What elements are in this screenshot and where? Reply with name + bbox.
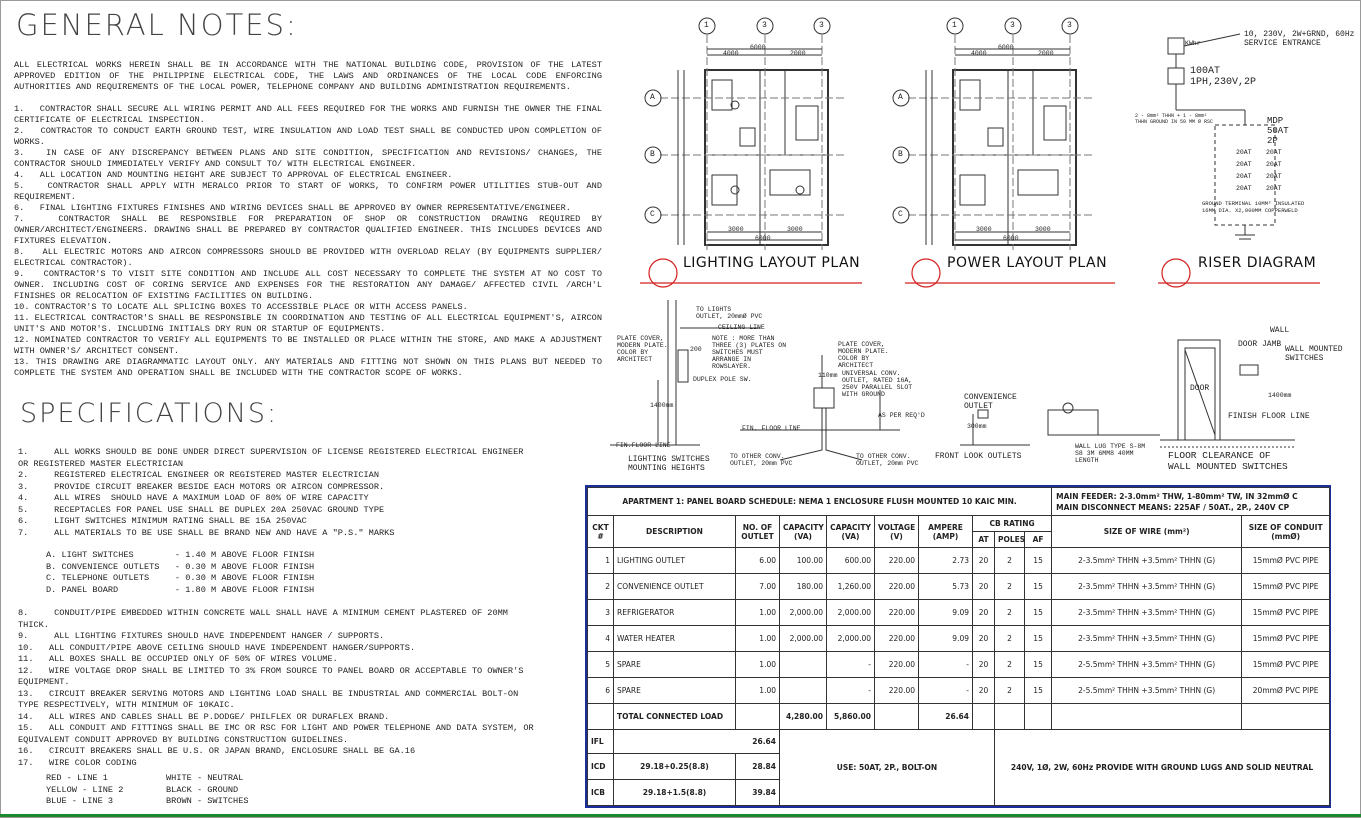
- sheet-bottom-border: [0, 814, 1361, 817]
- list-item: 3. PROVIDE CIRCUIT BREAKER BESIDE EACH MOTORS OR AIRCON COMPRESSOR.: [18, 481, 385, 492]
- cell-volt: 220.00: [875, 574, 919, 600]
- grid-column-label: 3: [1067, 21, 1072, 30]
- cell-va1: 100.00: [780, 548, 827, 574]
- lighting-layout-title: LIGHTING LAYOUT PLAN: [683, 255, 861, 271]
- cell-conduit: 20mmØ PVC PIPE: [1242, 678, 1330, 704]
- main-disconnect: MAIN DISCONNECT MEANS: 225AF / 50AT., 2P., 240V CP: [1056, 502, 1290, 512]
- universal-outlet-label: UNIVERSAL CONV. OUTLET, RATED 16A, 250V PARALLEL SLOT WITH GROUND: [842, 370, 913, 398]
- cell-af: 15: [1025, 678, 1052, 704]
- lighting-plan: [645, 18, 845, 250]
- switch-mounting-detail: [610, 300, 763, 445]
- cell-ckt: 4: [588, 626, 614, 652]
- use-note: USE: 50AT, 2P., BOLT-ON: [780, 730, 995, 806]
- cell-volt: 220.00: [875, 548, 919, 574]
- branch-breaker-label: 20AT: [1266, 185, 1282, 192]
- cell-ckt: 2: [588, 574, 614, 600]
- specifications-title: SPECIFICATIONS:: [20, 398, 279, 429]
- cell-poles: 2: [995, 548, 1025, 574]
- riser-diagram-title: RISER DIAGRAM: [1198, 255, 1317, 271]
- cell-desc: REFRIGERATOR: [614, 600, 736, 626]
- cell-wire: 2-3.5mm² THHN +3.5mm² THHN (G): [1052, 574, 1242, 600]
- list-item: 9. CONTRACTOR'S TO VISIT SITE CONDITION AND INCLUDE ALL COST NECESSARY TO COMPLETE THE SYSTEM AT NO COST TO OWNER. INCLUDING COST OF CORING SERVICE AND EXPENSES FOR THE RESTORATION ANY DAMAGE/ AFFECTED CIVIL /ARCH'L FINISHES OR RELOCATION OF EXISTING FACILITIES ON BUILDING.: [14, 269, 608, 301]
- power-layout-title: POWER LAYOUT PLAN: [947, 255, 1108, 271]
- icb-label: ICB: [588, 780, 614, 806]
- cell-at: 20: [973, 652, 995, 678]
- header-wire: SIZE OF WIRE (mm²): [1052, 516, 1242, 548]
- cell-wire: 2-3.5mm² THHN +3.5mm² THHN (G): [1052, 600, 1242, 626]
- cell-amp: 5.73: [919, 574, 973, 600]
- general-notes-title: GENERAL NOTES:: [16, 8, 298, 42]
- cell-outlet: 7.00: [736, 574, 780, 600]
- list-item: 8. CONDUIT/PIPE EMBEDDED WITHIN CONCRETE WALL SHALL HAVE A MINIMUM CEMENT PLASTERED OF 20MM THICK.: [18, 608, 514, 630]
- cell-af: 15: [1025, 626, 1052, 652]
- cell-wire: 2-5.5mm² THHN +3.5mm² THHN (G): [1052, 678, 1242, 704]
- grid-row-label: A: [898, 93, 903, 102]
- cell-at: 20: [973, 574, 995, 600]
- branch-breaker-label: 20AT: [1266, 173, 1282, 180]
- grid-column-label: 3: [819, 21, 824, 30]
- cell-va2: -: [827, 678, 875, 704]
- grid-row-label: C: [898, 210, 903, 219]
- cell-outlet: 1.00: [736, 626, 780, 652]
- branch-breaker-label: 20AT: [1236, 173, 1252, 180]
- riser-service-label: 10, 230V, 2W+GRND, 60Hz SERVICE ENTRANCE: [1244, 30, 1355, 48]
- table-row: [588, 600, 1330, 626]
- supply-note: 240V, 1Ø, 2W, 60Hz PROVIDE WITH GROUND LUGS AND SOLID NEUTRAL: [995, 730, 1330, 806]
- icd-label: ICD: [588, 754, 614, 780]
- list-item: 7. ALL MATERIALS TO BE USE SHALL BE BRAND NEW AND HAVE A "P.S." MARKS: [18, 527, 395, 538]
- dimension-label: 2000: [790, 50, 806, 57]
- table-row: [588, 626, 1330, 652]
- riser-ground-label: GROUND TERMINAL 10MM² INSULATED 16MM DIA. X2,000MM COPPERWELD: [1202, 200, 1305, 214]
- ifl-label: IFL: [588, 730, 614, 754]
- cell-wire: 2-3.5mm² THHN +3.5mm² THHN (G): [1052, 548, 1242, 574]
- switch-1400b-label: 1400mm: [1268, 392, 1292, 399]
- ifl-value: 26.64: [614, 730, 780, 754]
- outlet-300-label: 300mm: [967, 423, 987, 430]
- cell-ckt: 6: [588, 678, 614, 704]
- finish-floor-label: FINISH FLOOR LINE: [1228, 412, 1310, 421]
- general-notes-intro: ALL ELECTRICAL WORKS HEREIN SHALL BE IN ACCORDANCE WITH THE NATIONAL BUILDING CODE, PROVISION OF THE LATEST APPROVED EDITION OF THE PHILIPPINE ELECTRICAL CODE, THE LAWS AND ORDINANCES OF THE LOCAL CODE ENFORCING AUTHORITIES AND REQUIREMENTS OF THE LOCAL POWER, TELEPHONE COMPANY AND BUILDING ADMINISTRATION REQUIREMENTS.: [14, 60, 608, 92]
- table-row: [588, 678, 1330, 704]
- cell-desc: CONVENIENCE OUTLET: [614, 574, 736, 600]
- switch-1400-label: 1400mm: [650, 402, 674, 409]
- riser-breaker-label: 100AT 1PH,230V,2P: [1190, 66, 1257, 88]
- riser-kwhr-label: KWhr: [1185, 40, 1201, 47]
- dimension-label: 6000: [1003, 235, 1019, 242]
- cell-af: 15: [1025, 574, 1052, 600]
- cell-at: 20: [973, 626, 995, 652]
- list-item: 4. ALL LOCATION AND MOUNTING HEIGHT ARE SUBJECT TO APPROVAL OF ELECTRICAL ENGINEER.: [14, 170, 453, 180]
- table-row: [588, 548, 1330, 574]
- to-other-outlet-2: TO OTHER CONV. OUTLET, 20mm PVC: [856, 453, 919, 467]
- cell-at: 20: [973, 678, 995, 704]
- switch-plate-cover: PLATE COVER, MODERN PLATE. COLOR BY ARCHITECT: [617, 335, 668, 363]
- cell-va1: 2,000.00: [780, 626, 827, 652]
- branch-breaker-label: 20AT: [1236, 161, 1252, 168]
- main-feeder: MAIN FEEDER: 2-3.0mm² THW, 1-80mm² TW, IN 32mmØ C: [1056, 491, 1298, 501]
- wall-label: WALL: [1270, 326, 1290, 335]
- grid-column-label: 3: [762, 21, 767, 30]
- header-ckt: CKT #: [588, 516, 614, 548]
- list-item: 10. ALL CONDUIT/PIPE ABOVE CEILING SHOULD HAVE INDEPENDENT HANGER/SUPPORTS.: [18, 642, 416, 653]
- list-item: 10. CONTRACTOR'S TO LOCATE ALL SPLICING BOXES TO ACCESSIBLE PLACE OR WITH ACCESS PANELS.: [14, 302, 468, 312]
- cell-amp: -: [919, 652, 973, 678]
- list-item: A. LIGHT SWITCHES - 1.40 M ABOVE FLOOR FINISH: [46, 550, 315, 560]
- cell-poles: 2: [995, 652, 1025, 678]
- cell-outlet: 1.00: [736, 600, 780, 626]
- power-plan: [893, 18, 1093, 250]
- list-item: 11. ELECTRICAL CONTRACTOR'S SHALL BE RESPONSIBLE IN COORDINATION AND TESTING OF ALL ELECTRICAL EQUIPMENT'S, AIRCON UNIT'S AND MOTOR'S. INCLUDING INITIALS DRY RUN OR STARTUP OF EQUIPMENTS.: [14, 313, 608, 334]
- icd-formula: 29.18+0.25(8.8): [614, 754, 736, 780]
- duplex-switch-label: DUPLEX POLE SW.: [693, 376, 752, 383]
- color-code-lines: RED - LINE 1 YELLOW - LINE 2 BLUE - LINE 3: [46, 773, 124, 806]
- cell-poles: 2: [995, 600, 1025, 626]
- total-amp: 26.64: [919, 704, 973, 730]
- dimension-label: 4000: [723, 50, 739, 57]
- specifications-list-b: [18, 608, 538, 769]
- list-item: 3. IN CASE OF ANY DISCREPANCY BETWEEN PLANS AND SITE CONDITION, SPECIFICATION AND REVISIONS/ CHANGES, THE CONTRACTOR SHOULD IMMEDIATELY VERIFY AND CONSULT TO/ WITH ELECTRICAL ENGINEER.: [14, 148, 608, 169]
- cell-volt: 220.00: [875, 626, 919, 652]
- grid-column-label: 3: [1010, 21, 1015, 30]
- specifications-list-a: [18, 447, 538, 539]
- icd-value: 28.84: [736, 754, 780, 780]
- cell-at: 20: [973, 600, 995, 626]
- cell-va2: 600.00: [827, 548, 875, 574]
- wall-lug-label: WALL LUG TYPE S-8M S8 3M 6MM8 40MM LENGTH: [1075, 443, 1146, 464]
- cell-poles: 2: [995, 626, 1025, 652]
- general-notes-list: [14, 104, 608, 379]
- header-cb-rating: CB RATING: [973, 516, 1052, 532]
- list-item: 15. ALL CONDUIT AND FITTINGS SHALL BE IMC OR RSC FOR LIGHT AND POWER TELEPHONE AND DATA SYSTEM, OR EQUIVALENT CONDUIT APPROVED BY BUILDING CONSTRUCTION GUIDELINES.: [18, 723, 539, 745]
- total-label: TOTAL CONNECTED LOAD: [614, 704, 736, 730]
- cell-va2: 2,000.00: [827, 600, 875, 626]
- header-conduit: SIZE OF CONDUIT (mmØ): [1242, 516, 1330, 548]
- cell-ckt: 1: [588, 548, 614, 574]
- list-item: 17. WIRE COLOR CODING: [18, 757, 137, 768]
- cell-va1: 2,000.00: [780, 600, 827, 626]
- dimension-label: 3000: [728, 226, 744, 233]
- color-code-other: WHITE - NEUTRAL BLACK - GROUND BROWN - SWITCHES: [166, 773, 249, 806]
- cell-va2: 2,000.00: [827, 626, 875, 652]
- front-look-caption: FRONT LOOK OUTLETS: [935, 452, 1022, 461]
- cell-va2: 1,260.00: [827, 574, 875, 600]
- branch-breaker-label: 20AT: [1266, 149, 1282, 156]
- outlet-plate-cover: PLATE COVER, MODERN PLATE. COLOR BY ARCHITECT: [838, 341, 889, 369]
- list-item: 2. REGISTERED ELECTRICAL ENGINEER OR REGISTERED MASTER ELECTRICIAN: [18, 470, 379, 480]
- cell-outlet: 1.00: [736, 678, 780, 704]
- cell-conduit: 15mmØ PVC PIPE: [1242, 600, 1330, 626]
- cell-desc: WATER HEATER: [614, 626, 736, 652]
- cell-va2: -: [827, 652, 875, 678]
- grid-row-label: C: [650, 210, 655, 219]
- mounting-heights-list: [46, 550, 346, 596]
- list-item: 6. LIGHT SWITCHES MINIMUM RATING SHALL BE 15A 250VAC: [18, 516, 307, 526]
- outlet-110-label: 110mm: [818, 372, 838, 379]
- dimension-label: 3000: [1035, 226, 1051, 233]
- cell-desc: LIGHTING OUTLET: [614, 548, 736, 574]
- list-item: 11. ALL BOXES SHALL BE OCCUPIED ONLY OF 50% OF WIRES VOLUME.: [18, 654, 338, 664]
- cell-volt: 220.00: [875, 652, 919, 678]
- cell-desc: SPARE: [614, 652, 736, 678]
- header-poles: POLES: [995, 532, 1025, 548]
- switch-detail-top: TO LIGHTS OUTLET, 20mmØ PVC: [696, 306, 763, 320]
- header-af: AF: [1025, 532, 1052, 548]
- list-item: 1. ALL WORKS SHOULD BE DONE UNDER DIRECT SUPERVISION OF LICENSE REGISTERED ELECTRICAL ENGINEER OR REGISTERED MASTER ELECTRICIAN: [18, 447, 529, 469]
- cell-volt: 220.00: [875, 678, 919, 704]
- cell-poles: 2: [995, 574, 1025, 600]
- list-item: 13. CIRCUIT BREAKER SERVING MOTORS AND LIGHTING LOAD SHALL BE INDUSTRIAL AND COMMERCIAL BOLT-ON TYPE RESPECTIVELY, WITH MINIMUM OF 10KAIC.: [18, 688, 524, 710]
- cell-amp: 9.09: [919, 600, 973, 626]
- dimension-label: 3000: [976, 226, 992, 233]
- grid-row-label: B: [898, 150, 903, 159]
- wall-mounted-switches-label: WALL MOUNTED SWITCHES: [1285, 345, 1343, 363]
- ceiling-line-label: CEILING LINE: [718, 324, 765, 331]
- header-voltage: VOLTAGE (V): [875, 516, 919, 548]
- dimension-label: 2000: [1038, 50, 1054, 57]
- cell-outlet: 1.00: [736, 652, 780, 678]
- cell-conduit: 15mmØ PVC PIPE: [1242, 548, 1330, 574]
- to-other-outlet-1: TO OTHER CONV. OUTLET, 20mm PVC: [730, 453, 793, 467]
- total-va2: 5,860.00: [827, 704, 875, 730]
- list-item: 5. CONTRACTOR SHALL APPLY WITH MERALCO PRIOR TO START OF WORKS, TO CONFIRM POWER UTILITIES STUB-OUT AND REQUIREMENT.: [14, 181, 608, 202]
- branch-breaker-label: 20AT: [1236, 149, 1252, 156]
- table-row: [588, 574, 1330, 600]
- list-item: 6. FINAL LIGHTING FIXTURES FINISHES AND WIRING DEVICES SHALL BE APPROVED BY OWNER REPRESENTATIVE/ENGINEER.: [14, 203, 571, 213]
- cell-ckt: 5: [588, 652, 614, 678]
- list-item: C. TELEPHONE OUTLETS - 0.30 M ABOVE FLOOR FINISH: [46, 573, 315, 583]
- switch-detail-note: NOTE : MORE THAN THREE (3) PLATES ON SWITCHES MUST ARRANGE IN ROWSLAYER.: [712, 335, 787, 370]
- cell-conduit: 15mmØ PVC PIPE: [1242, 626, 1330, 652]
- grid-row-label: B: [650, 150, 655, 159]
- list-item: 9. ALL LIGHTING FIXTURES SHOULD HAVE INDEPENDENT HANGER / SUPPORTS.: [18, 631, 385, 641]
- cell-af: 15: [1025, 548, 1052, 574]
- dimension-label: 6000: [755, 235, 771, 242]
- cell-va1: 180.00: [780, 574, 827, 600]
- cell-volt: 220.00: [875, 600, 919, 626]
- dimension-label: 4000: [971, 50, 987, 57]
- cell-va1: [780, 652, 827, 678]
- grid-column-label: 1: [952, 21, 957, 30]
- dimension-label: 6000: [750, 44, 766, 51]
- cell-ckt: 3: [588, 600, 614, 626]
- dimension-label: 6000: [998, 44, 1014, 51]
- header-description: DESCRIPTION: [614, 516, 736, 548]
- cell-conduit: 15mmØ PVC PIPE: [1242, 652, 1330, 678]
- panel-board-schedule: [585, 485, 1331, 808]
- list-item: 12. WIRE VOLTAGE DROP SHALL BE LIMITED TO 3% FROM SOURCE TO PANEL BOARD OR ACCEPTABLE TO OWNER'S EQUIPMENT.: [18, 665, 529, 687]
- riser-wire-label: 2 - 8mm² THHN + 1 - 8mm² THHN GROUND IN 50 MM Ø RSC: [1135, 113, 1214, 125]
- cell-va1: [780, 678, 827, 704]
- main-feeder-cell: [1052, 488, 1330, 516]
- cell-amp: 9.09: [919, 626, 973, 652]
- cell-amp: -: [919, 678, 973, 704]
- cell-outlet: 6.00: [736, 548, 780, 574]
- list-item: 16. CIRCUIT BREAKERS SHALL BE U.S. OR JAPAN BRAND, ENCLOSURE SHALL BE GA.16: [18, 746, 416, 756]
- cell-amp: 2.73: [919, 548, 973, 574]
- header-capacity-2: CAPACITY (VA): [827, 516, 875, 548]
- icb-formula: 29.18+1.5(8.8): [614, 780, 736, 806]
- header-at: AT: [973, 532, 995, 548]
- header-ampere: AMPERE (AMP): [919, 516, 973, 548]
- list-item: 2. CONTRACTOR TO CONDUCT EARTH GROUND TEST, WIRE INSULATION AND LOAD TEST SHALL BE CONDUCTED UPON COMPLETION OF WORKS.: [14, 126, 608, 147]
- list-item: 7. CONTRACTOR SHALL BE RESPONSIBLE FOR PREPARATION OF SHOP OR CONSTRUCTION DRAWING REQUIRED BY OWNER/ARCHITECT/ENGINEERS. DRAWING SHALL BE PREPARED BY CONTRACTOR QUALIFIED ENGINEER. THIS INCLUDES DEVICES AND FIXTURES ELEVATION.: [14, 214, 608, 246]
- cell-desc: SPARE: [614, 678, 736, 704]
- cell-af: 15: [1025, 652, 1052, 678]
- list-item: B. CONVENIENCE OUTLETS - 0.30 M ABOVE FLOOR FINISH: [46, 561, 315, 572]
- cell-at: 20: [973, 548, 995, 574]
- dimension-label: 3000: [787, 226, 803, 233]
- cell-wire: 2-3.5mm² THHN +3.5mm² THHN (G): [1052, 626, 1242, 652]
- schedule-title: APARTMENT 1: PANEL BOARD SCHEDULE: NEMA 1 ENCLOSURE FLUSH MOUNTED 10 KAIC MIN.: [588, 488, 1052, 516]
- list-item: 4. ALL WIRES SHOULD HAVE A MAXIMUM LOAD OF 80% OF WIRE CAPACITY: [18, 493, 369, 503]
- door-label: DOOR: [1190, 384, 1210, 393]
- cell-af: 15: [1025, 600, 1052, 626]
- cell-wire: 2-5.5mm² THHN +3.5mm² THHN (G): [1052, 652, 1242, 678]
- icb-value: 39.84: [736, 780, 780, 806]
- switch-detail-caption: LIGHTING SWITCHES MOUNTING HEIGHTS: [628, 455, 710, 473]
- convenience-outlet-label: CONVENIENCE OUTLET: [964, 393, 1017, 411]
- door-jamb-label: DOOR JAMB: [1238, 340, 1282, 349]
- total-va1: 4,280.00: [780, 704, 827, 730]
- header-capacity-1: CAPACITY (VA): [780, 516, 827, 548]
- as-per-required-label: AS PER REQ'D: [878, 412, 925, 419]
- list-item: 8. ALL ELECTRIC MOTORS AND AIRCON COMPRESSORS SHOULD BE PROVIDED WITH OVERLOAD RELAY (BY EQUIPMENTS SUPPLIER/ ELECTRICAL CONTRACTOR).: [14, 247, 608, 268]
- switch-fin-floor: FIN.FLOOR LINE: [616, 442, 671, 449]
- header-outlet: NO. OF OUTLET: [736, 516, 780, 548]
- list-item: D. PANEL BOARD - 1.80 M ABOVE FLOOR FINISH: [46, 584, 315, 595]
- switch-200-label: 200: [690, 346, 702, 353]
- grid-column-label: 1: [704, 21, 709, 30]
- branch-breaker-label: 20AT: [1266, 161, 1282, 168]
- grid-row-label: A: [650, 93, 655, 102]
- list-item: 13. THIS DRAWING ARE DIAGRAMMATIC LAYOUT ONLY. ANY MATERIALS AND FITTING NOT SHOWN ON THIS PLANS BUT NEEDED TO COMPLETE THE SYSTEM AND OPERATION SHALL BE INCLUDED WITH THE CONTRACTOR SCOPE OF WORKS.: [14, 357, 608, 378]
- list-item: 5. RECEPTACLES FOR PANEL USE SHALL BE DUPLEX 20A 250VAC GROUND TYPE: [18, 504, 385, 515]
- fin-floor-line-2: FIN. FLOOR LINE: [742, 425, 801, 432]
- cell-conduit: 15mmØ PVC PIPE: [1242, 574, 1330, 600]
- floor-clearance-caption: FLOOR CLEARANCE OF WALL MOUNTED SWITCHES: [1168, 450, 1288, 472]
- table-row: [588, 652, 1330, 678]
- cell-poles: 2: [995, 678, 1025, 704]
- list-item: 1. CONTRACTOR SHALL SECURE ALL WIRING PERMIT AND ALL FEES REQUIRED FOR THE WORKS AND FURNISH THE OWNER THE FINAL CERTIFICATE OF ELECTRICAL INSPECTION.: [14, 104, 608, 125]
- list-item: 14. ALL WIRES AND CABLES SHALL BE P.DODGE/ PHILFLEX OR DURAFLEX BRAND.: [18, 711, 390, 722]
- list-item: 12. NOMINATED CONTRACTOR TO VERIFY ALL EQUIPMENTS TO BE INSTALLED OR PLACE WITHIN THE STORE, AND MAKE A ADJUSTMENT WITH OWNER'S/ ARCHITECT CONSENT.: [14, 335, 608, 356]
- riser-mdp-label: MDP 50AT 2P: [1267, 116, 1289, 146]
- branch-breaker-label: 20AT: [1236, 185, 1252, 192]
